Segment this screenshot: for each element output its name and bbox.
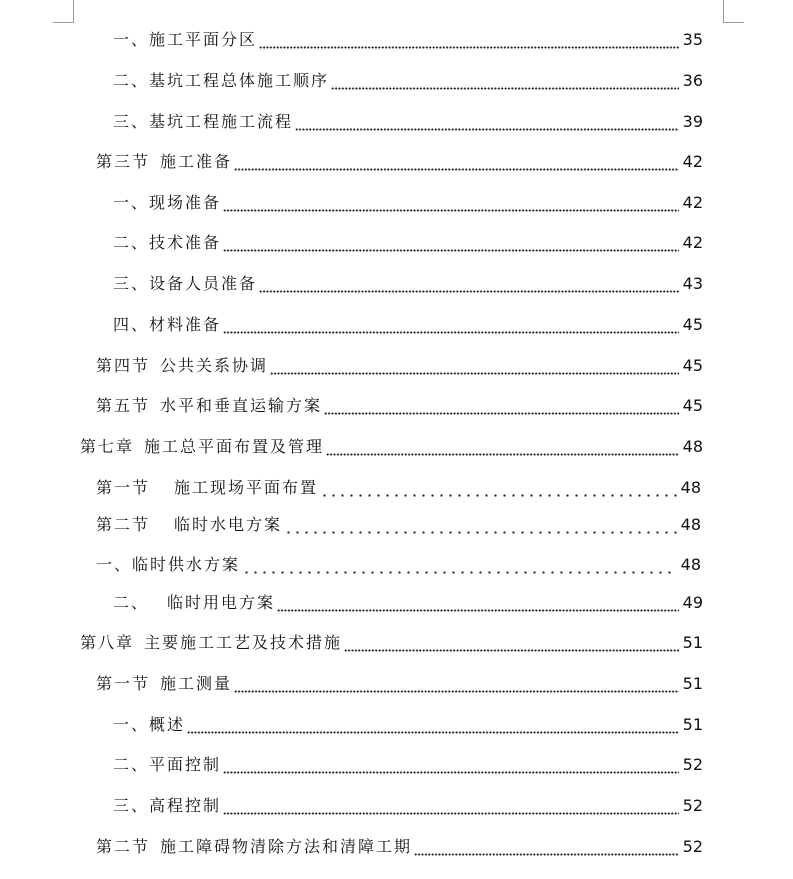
toc-entry[interactable] <box>96 551 701 575</box>
toc-page-number: 51 <box>682 633 703 652</box>
toc-entry-label: 四、材料准备 <box>113 315 222 334</box>
toc-entry-label: 第二节 临时水电方案 <box>96 515 283 534</box>
toc-entry[interactable] <box>113 792 703 816</box>
toc-entry[interactable] <box>113 751 703 775</box>
toc-page-number: 48 <box>682 437 703 456</box>
toc-dot-leader <box>344 633 679 653</box>
toc-entry-label: 第五节 水平和垂直运输方案 <box>96 396 323 415</box>
toc-page-number: 42 <box>682 233 703 252</box>
toc-entry-label: 三、高程控制 <box>113 796 222 815</box>
toc-entry-label: 第一节 施工测量 <box>96 674 233 693</box>
toc-dot-leader <box>223 233 679 253</box>
toc-page-number: 49 <box>682 593 703 612</box>
toc-entry-label: 第一节 施工现场平面布置 <box>96 478 319 497</box>
toc-entry[interactable] <box>96 670 703 694</box>
toc-entry[interactable] <box>80 433 703 457</box>
crop-mark-top-right <box>723 0 744 23</box>
toc-dot-leader <box>326 437 679 457</box>
toc-dot-leader <box>284 515 677 535</box>
toc-entry[interactable] <box>96 474 701 498</box>
toc-entry-label: 三、基坑工程施工流程 <box>113 112 294 131</box>
toc-page-number: 43 <box>682 274 703 293</box>
toc-page-number: 45 <box>682 356 703 375</box>
toc-entry[interactable] <box>113 270 703 294</box>
toc-dot-leader <box>242 555 677 575</box>
toc-entry[interactable] <box>96 833 703 857</box>
toc-entry[interactable] <box>96 392 703 416</box>
toc-entry-label: 一、概述 <box>113 715 186 734</box>
toc-dot-leader <box>223 796 679 816</box>
toc-page-number: 39 <box>682 112 703 131</box>
toc-entry[interactable] <box>113 108 703 132</box>
toc-dot-leader <box>259 274 679 294</box>
toc-entry-label: 第三节 施工准备 <box>96 152 233 171</box>
toc-dot-leader <box>295 112 679 132</box>
toc-dot-leader <box>414 837 679 857</box>
toc-entry[interactable] <box>80 629 703 653</box>
toc-entry-label: 一、施工平面分区 <box>113 30 258 49</box>
toc-page-number: 52 <box>682 755 703 774</box>
toc-dot-leader <box>223 315 679 335</box>
toc-page-number: 52 <box>682 837 703 856</box>
toc-entry-label: 二、 临时用电方案 <box>113 593 276 612</box>
toc-dot-leader <box>234 674 679 694</box>
toc-entry-label: 一、临时供水方案 <box>96 555 241 574</box>
toc-entry[interactable] <box>113 26 703 50</box>
toc-entry-label: 第四节 公共关系协调 <box>96 356 269 375</box>
toc-page-number: 35 <box>682 30 703 49</box>
toc-entry-label: 二、基坑工程总体施工顺序 <box>113 71 330 90</box>
toc-page-number: 45 <box>682 396 703 415</box>
toc-entry[interactable] <box>96 511 701 535</box>
toc-page-number: 45 <box>682 315 703 334</box>
toc-dot-leader <box>223 193 679 213</box>
toc-entry-label: 第二节 施工障碍物清除方法和清障工期 <box>96 837 413 856</box>
toc-entry-label: 二、平面控制 <box>113 755 222 774</box>
crop-mark-top-left <box>53 0 74 23</box>
toc-page-number: 51 <box>682 715 703 734</box>
toc-entry-label: 二、技术准备 <box>113 233 222 252</box>
toc-dot-leader <box>187 715 679 735</box>
toc-dot-leader <box>324 396 679 416</box>
toc-entry-label: 三、设备人员准备 <box>113 274 258 293</box>
toc-entry[interactable] <box>113 711 703 735</box>
toc-dot-leader <box>270 356 679 376</box>
toc-entry[interactable] <box>96 148 703 172</box>
toc-page-number: 48 <box>680 478 701 497</box>
toc-page-number: 42 <box>682 152 703 171</box>
toc-entry[interactable] <box>113 589 703 613</box>
toc-page-number: 48 <box>680 515 701 534</box>
toc-entry[interactable] <box>113 229 703 253</box>
toc-entry-label: 第八章 主要施工工艺及技术措施 <box>80 633 343 652</box>
toc-entry[interactable] <box>113 67 703 91</box>
toc-entry[interactable] <box>113 311 703 335</box>
toc-dot-leader <box>277 593 679 613</box>
toc-dot-leader <box>223 755 679 775</box>
toc-entry-label: 一、现场准备 <box>113 193 222 212</box>
toc-dot-leader <box>259 30 679 50</box>
toc-dot-leader <box>234 152 679 172</box>
toc-page-number: 36 <box>682 71 703 90</box>
toc-page-number: 42 <box>682 193 703 212</box>
toc-page-number: 48 <box>680 555 701 574</box>
toc-entry-label: 第七章 施工总平面布置及管理 <box>80 437 325 456</box>
toc-dot-leader <box>320 478 677 498</box>
toc-page-number: 51 <box>682 674 703 693</box>
toc-entry[interactable] <box>113 189 703 213</box>
toc-page-number: 52 <box>682 796 703 815</box>
toc-dot-leader <box>331 71 679 91</box>
toc-entry[interactable] <box>96 352 703 376</box>
